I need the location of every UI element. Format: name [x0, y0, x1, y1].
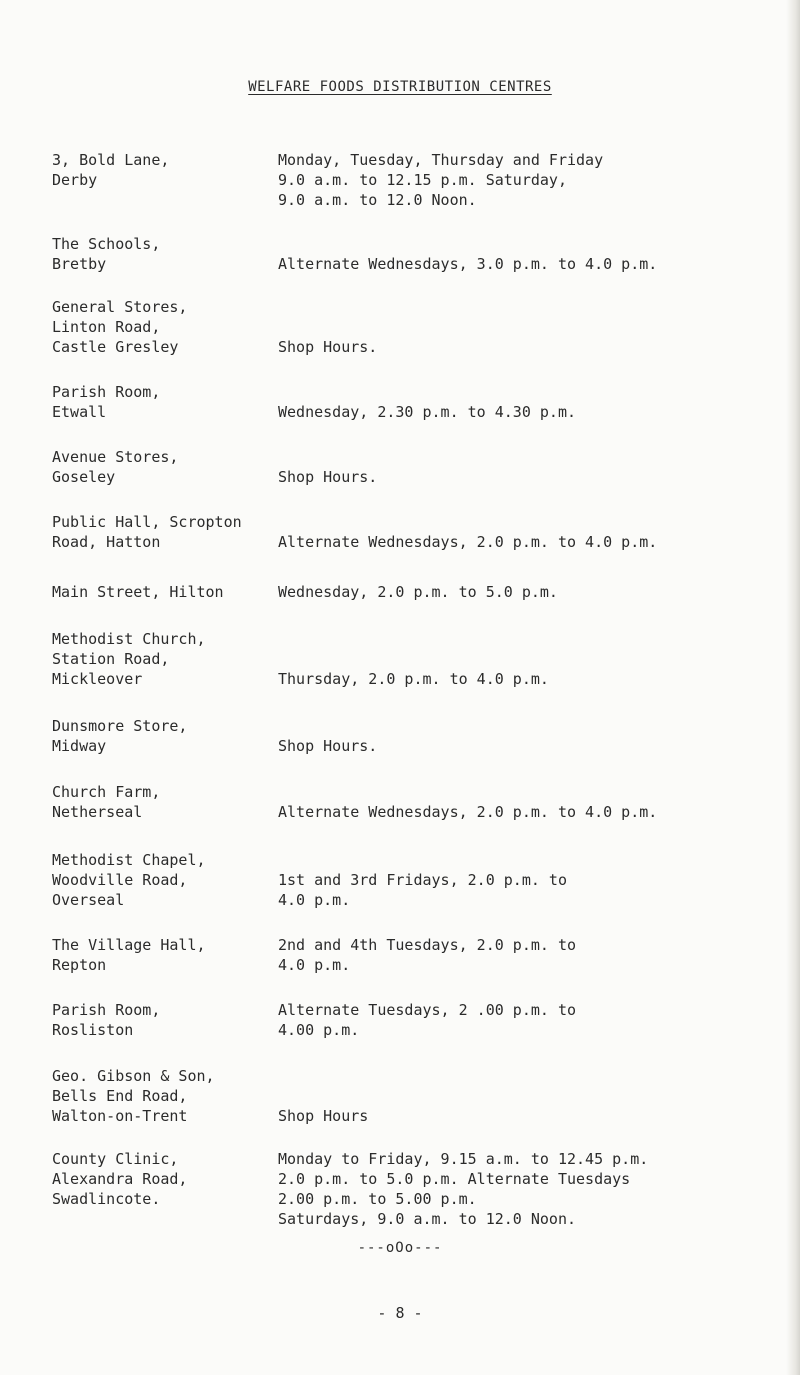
times-line: 2nd and 4th Tuesdays, 2.0 p.m. to: [278, 936, 577, 954]
entry-place: [52, 782, 302, 822]
place-line: Rosliston: [52, 1021, 134, 1039]
entry-times: [278, 782, 772, 822]
entry-times: [278, 150, 772, 210]
entry-times: [278, 1149, 772, 1229]
times-line: [278, 629, 772, 649]
place-line: Castle Gresley: [52, 338, 179, 356]
entry-place: [52, 234, 302, 274]
times-line: 9.0 a.m. to 12.0 Noon.: [278, 191, 477, 209]
times-line: [278, 317, 772, 337]
place-line: Dunsmore Store,: [52, 717, 188, 735]
times-line: Shop Hours.: [278, 468, 378, 486]
times-line: Saturdays, 9.0 a.m. to 12.0 Noon.: [278, 1210, 577, 1228]
entry-times: [278, 297, 772, 357]
times-line: [278, 382, 772, 402]
times-line: [278, 649, 772, 669]
times-line: 2.0 p.m. to 5.0 p.m. Alternate Tuesdays: [278, 1170, 631, 1188]
entry-place: [52, 935, 302, 975]
times-line: Monday to Friday, 9.15 a.m. to 12.45 p.m.: [278, 1150, 649, 1168]
times-line: Alternate Wednesdays, 3.0 p.m. to 4.0 p.m.: [278, 255, 658, 273]
times-line: [278, 512, 772, 532]
place-line: Bretby: [52, 255, 107, 273]
entry-times: [278, 512, 772, 552]
place-line: Alexandra Road,: [52, 1170, 188, 1188]
entry-times: [278, 850, 772, 910]
entry-times: [278, 1000, 772, 1040]
place-line: Parish Room,: [52, 1001, 161, 1019]
times-line: 4.00 p.m.: [278, 1021, 360, 1039]
times-line: 9.0 a.m. to 12.15 p.m. Saturday,: [278, 171, 567, 189]
place-line: Derby: [52, 171, 98, 189]
entry-place: [52, 1149, 302, 1209]
entry-place: [52, 716, 302, 756]
place-line: Linton Road,: [52, 318, 161, 336]
place-line: 3, Bold Lane,: [52, 151, 170, 169]
entry-place: [52, 1000, 302, 1040]
entry-times: [278, 382, 772, 422]
times-line: Wednesday, 2.0 p.m. to 5.0 p.m.: [278, 583, 558, 601]
entry-place: [52, 850, 302, 910]
entry-times: [278, 629, 772, 689]
place-line: Etwall: [52, 403, 107, 421]
entry-place: [52, 629, 302, 689]
place-line: General Stores,: [52, 298, 188, 316]
place-line: Methodist Church,: [52, 630, 206, 648]
page-number: - 8 -: [377, 1304, 423, 1322]
times-line: 4.0 p.m.: [278, 891, 351, 909]
times-line: Thursday, 2.0 p.m. to 4.0 p.m.: [278, 670, 549, 688]
times-line: [278, 782, 772, 802]
entry-place: [52, 297, 302, 357]
entry-place: [52, 150, 302, 190]
entry-place: [52, 447, 302, 487]
entry-place: [52, 1066, 302, 1126]
times-line: [278, 850, 772, 870]
times-line: Alternate Tuesdays, 2 .00 p.m. to: [278, 1001, 577, 1019]
times-line: Alternate Wednesdays, 2.0 p.m. to 4.0 p.m.: [278, 803, 658, 821]
times-line: Shop Hours.: [278, 338, 378, 356]
place-line: Public Hall, Scropton: [52, 513, 242, 531]
page-title: WELFARE FOODS DISTRIBUTION CENTRES: [248, 79, 552, 95]
place-line: Bells End Road,: [52, 1087, 188, 1105]
place-line: Overseal: [52, 891, 125, 909]
times-line: [278, 447, 772, 467]
times-line: Shop Hours.: [278, 737, 378, 755]
times-line: [278, 297, 772, 317]
place-line: Repton: [52, 956, 107, 974]
closing-mark: ---oOo---: [357, 1240, 443, 1256]
place-line: Avenue Stores,: [52, 448, 179, 466]
place-line: Walton-on-Trent: [52, 1107, 188, 1125]
place-line: Main Street, Hilton: [52, 583, 224, 601]
place-line: Road, Hatton: [52, 533, 161, 551]
entry-times: [278, 935, 772, 975]
place-line: Mickleover: [52, 670, 143, 688]
place-line: Netherseal: [52, 803, 143, 821]
place-line: Station Road,: [52, 650, 170, 668]
entry-times: [278, 582, 772, 602]
entry-place: [52, 512, 302, 552]
entry-times: [278, 1066, 772, 1126]
times-line: Shop Hours: [278, 1107, 369, 1125]
place-line: The Schools,: [52, 235, 161, 253]
page-edge-shadow: [786, 0, 800, 1375]
place-line: Methodist Chapel,: [52, 851, 206, 869]
times-line: 1st and 3rd Fridays, 2.0 p.m. to: [278, 871, 567, 889]
place-line: Midway: [52, 737, 107, 755]
times-line: 2.00 p.m. to 5.00 p.m.: [278, 1190, 477, 1208]
place-line: The Village Hall,: [52, 936, 206, 954]
times-line: Alternate Wednesdays, 2.0 p.m. to 4.0 p.m.: [278, 533, 658, 551]
entry-place: [52, 382, 302, 422]
place-line: Goseley: [52, 468, 116, 486]
place-line: Church Farm,: [52, 783, 161, 801]
entry-place: [52, 582, 302, 602]
place-line: County Clinic,: [52, 1150, 179, 1168]
place-line: Geo. Gibson & Son,: [52, 1067, 215, 1085]
times-line: 4.0 p.m.: [278, 956, 351, 974]
entry-times: [278, 234, 772, 274]
times-line: Wednesday, 2.30 p.m. to 4.30 p.m.: [278, 403, 577, 421]
entry-times: [278, 716, 772, 756]
place-line: Swadlincote.: [52, 1190, 161, 1208]
place-line: Parish Room,: [52, 383, 161, 401]
times-line: [278, 1086, 772, 1106]
entry-times: [278, 447, 772, 487]
times-line: Monday, Tuesday, Thursday and Friday: [278, 151, 604, 169]
times-line: [278, 716, 772, 736]
times-line: [278, 234, 772, 254]
place-line: Woodville Road,: [52, 871, 188, 889]
times-line: [278, 1066, 772, 1086]
